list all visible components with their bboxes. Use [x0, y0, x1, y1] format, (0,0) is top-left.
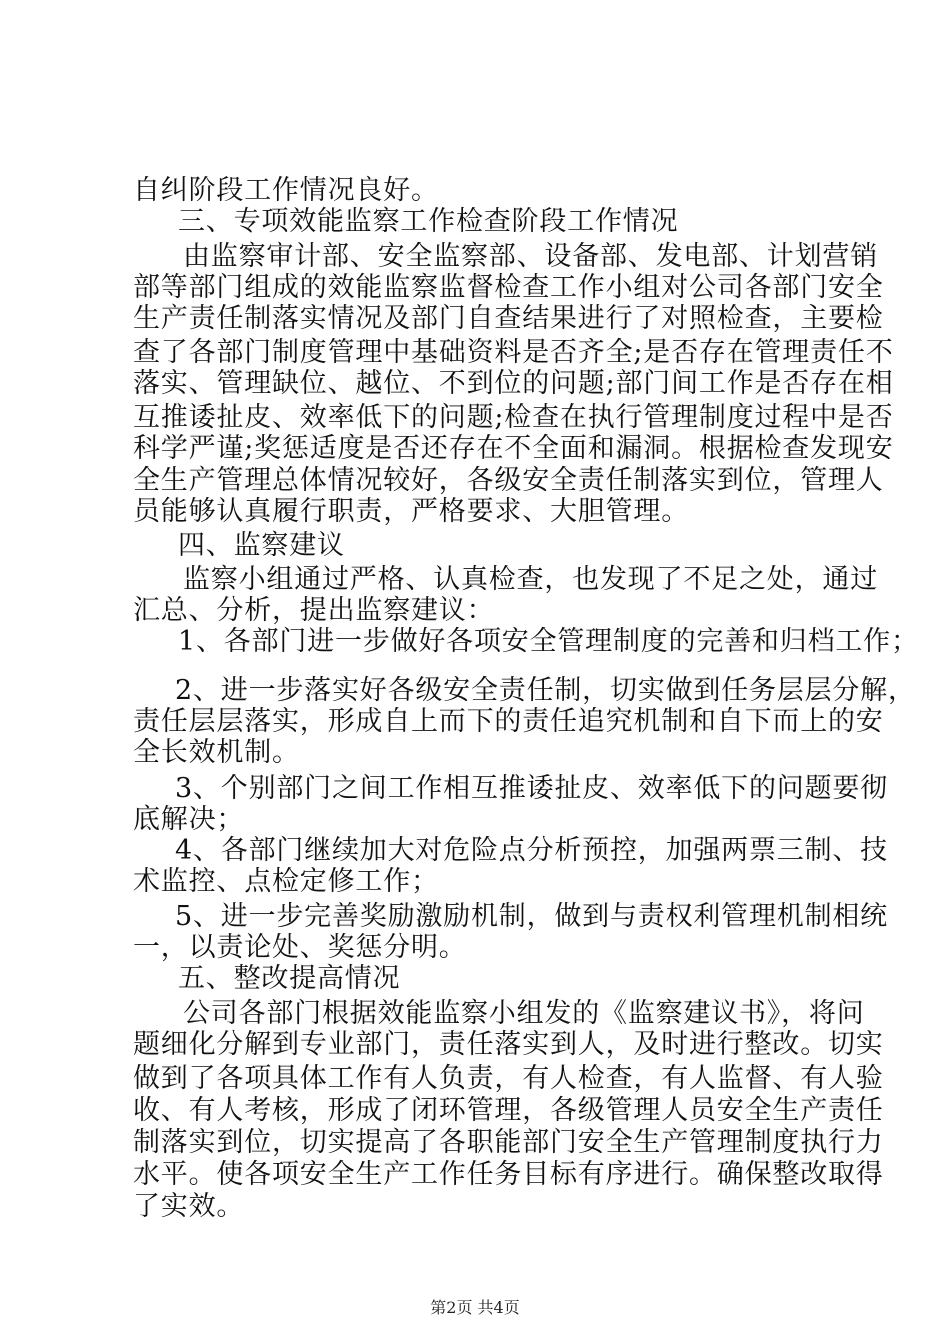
paragraph-line: 监察小组通过严格、认真检查，也发现了不足之处，通过 — [183, 564, 878, 595]
list-item: 5、进一步完善奖励激励机制，做到与责权利管理机制相统 — [175, 901, 888, 932]
paragraph-line: 收、有人考核，形成了闭环管理，各级管理人员安全生产责任 — [133, 1095, 884, 1126]
paragraph-line: 员能够认真履行职责，严格要求、大胆管理。 — [133, 496, 689, 527]
paragraph-line: 由监察审计部、安全监察部、设备部、发电部、计划营销 — [183, 241, 878, 272]
list-item: 2、进一步落实好各级安全责任制，切实做到任务层层分解， — [175, 675, 916, 706]
paragraph-line: 汇总、分析，提出监察建议： — [133, 595, 495, 626]
paragraph-line: 术监控、点检定修工作； — [133, 866, 439, 897]
paragraph-line: 了实效。 — [133, 1191, 245, 1222]
paragraph-line: 一，以责论处、奖惩分明。 — [133, 932, 467, 963]
section-heading: 三、专项效能监察工作检查阶段工作情况 — [178, 206, 679, 237]
paragraph-line: 公司各部门根据效能监察小组发的《监察建议书》，将问 — [183, 998, 865, 1029]
paragraph-line: 查了各部门制度管理中基础资料是否齐全;是否存在管理责任不 — [133, 337, 894, 368]
list-item: 3、个别部门之间工作相互推诿扯皮、效率低下的问题要彻 — [175, 773, 888, 804]
paragraph-line: 互推诿扯皮、效率低下的问题;检查在执行管理制度过程中是否 — [133, 402, 894, 433]
paragraph-line: 全生产管理总体情况较好，各级安全责任制落实到位，管理人 — [133, 465, 884, 496]
paragraph-line: 制落实到位，切实提高了各职能部门安全生产管理制度执行力 — [133, 1127, 884, 1158]
page-number-footer: 第2页 共4页 — [430, 1298, 520, 1317]
paragraph-line: 自纠阶段工作情况良好。 — [133, 175, 439, 206]
paragraph-line: 题细化分解到专业部门，责任落实到人，及时进行整改。切实 — [133, 1029, 884, 1060]
section-heading: 五、整改提高情况 — [178, 963, 401, 994]
paragraph-line: 落实、管理缺位、越位、不到位的问题;部门间工作是否存在相 — [133, 368, 894, 399]
paragraph-line: 底解决； — [133, 804, 245, 835]
paragraph-line: 水平。使各项安全生产工作任务目标有序进行。确保整改取得 — [133, 1159, 884, 1190]
paragraph-line: 责任层层落实，形成自上而下的责任追究机制和自下而上的安 — [133, 706, 884, 737]
paragraph-line: 全长效机制。 — [133, 737, 300, 768]
paragraph-line: 部等部门组成的效能监察监督检查工作小组对公司各部门安全 — [133, 272, 884, 303]
section-heading: 四、监察建议 — [178, 530, 345, 561]
list-item: 1、各部门进一步做好各项安全管理制度的完善和归档工作； — [178, 626, 919, 657]
paragraph-line: 科学严谨;奖惩适度是否还存在不全面和漏洞。根据检查发现安 — [133, 433, 894, 464]
paragraph-line: 生产责任制落实情况及部门自查结果进行了对照检查，主要检 — [133, 303, 884, 334]
list-item: 4、各部门继续加大对危险点分析预控，加强两票三制、技 — [175, 835, 888, 866]
paragraph-line: 做到了各项具体工作有人负责，有人检查，有人监督、有人验 — [133, 1063, 884, 1094]
